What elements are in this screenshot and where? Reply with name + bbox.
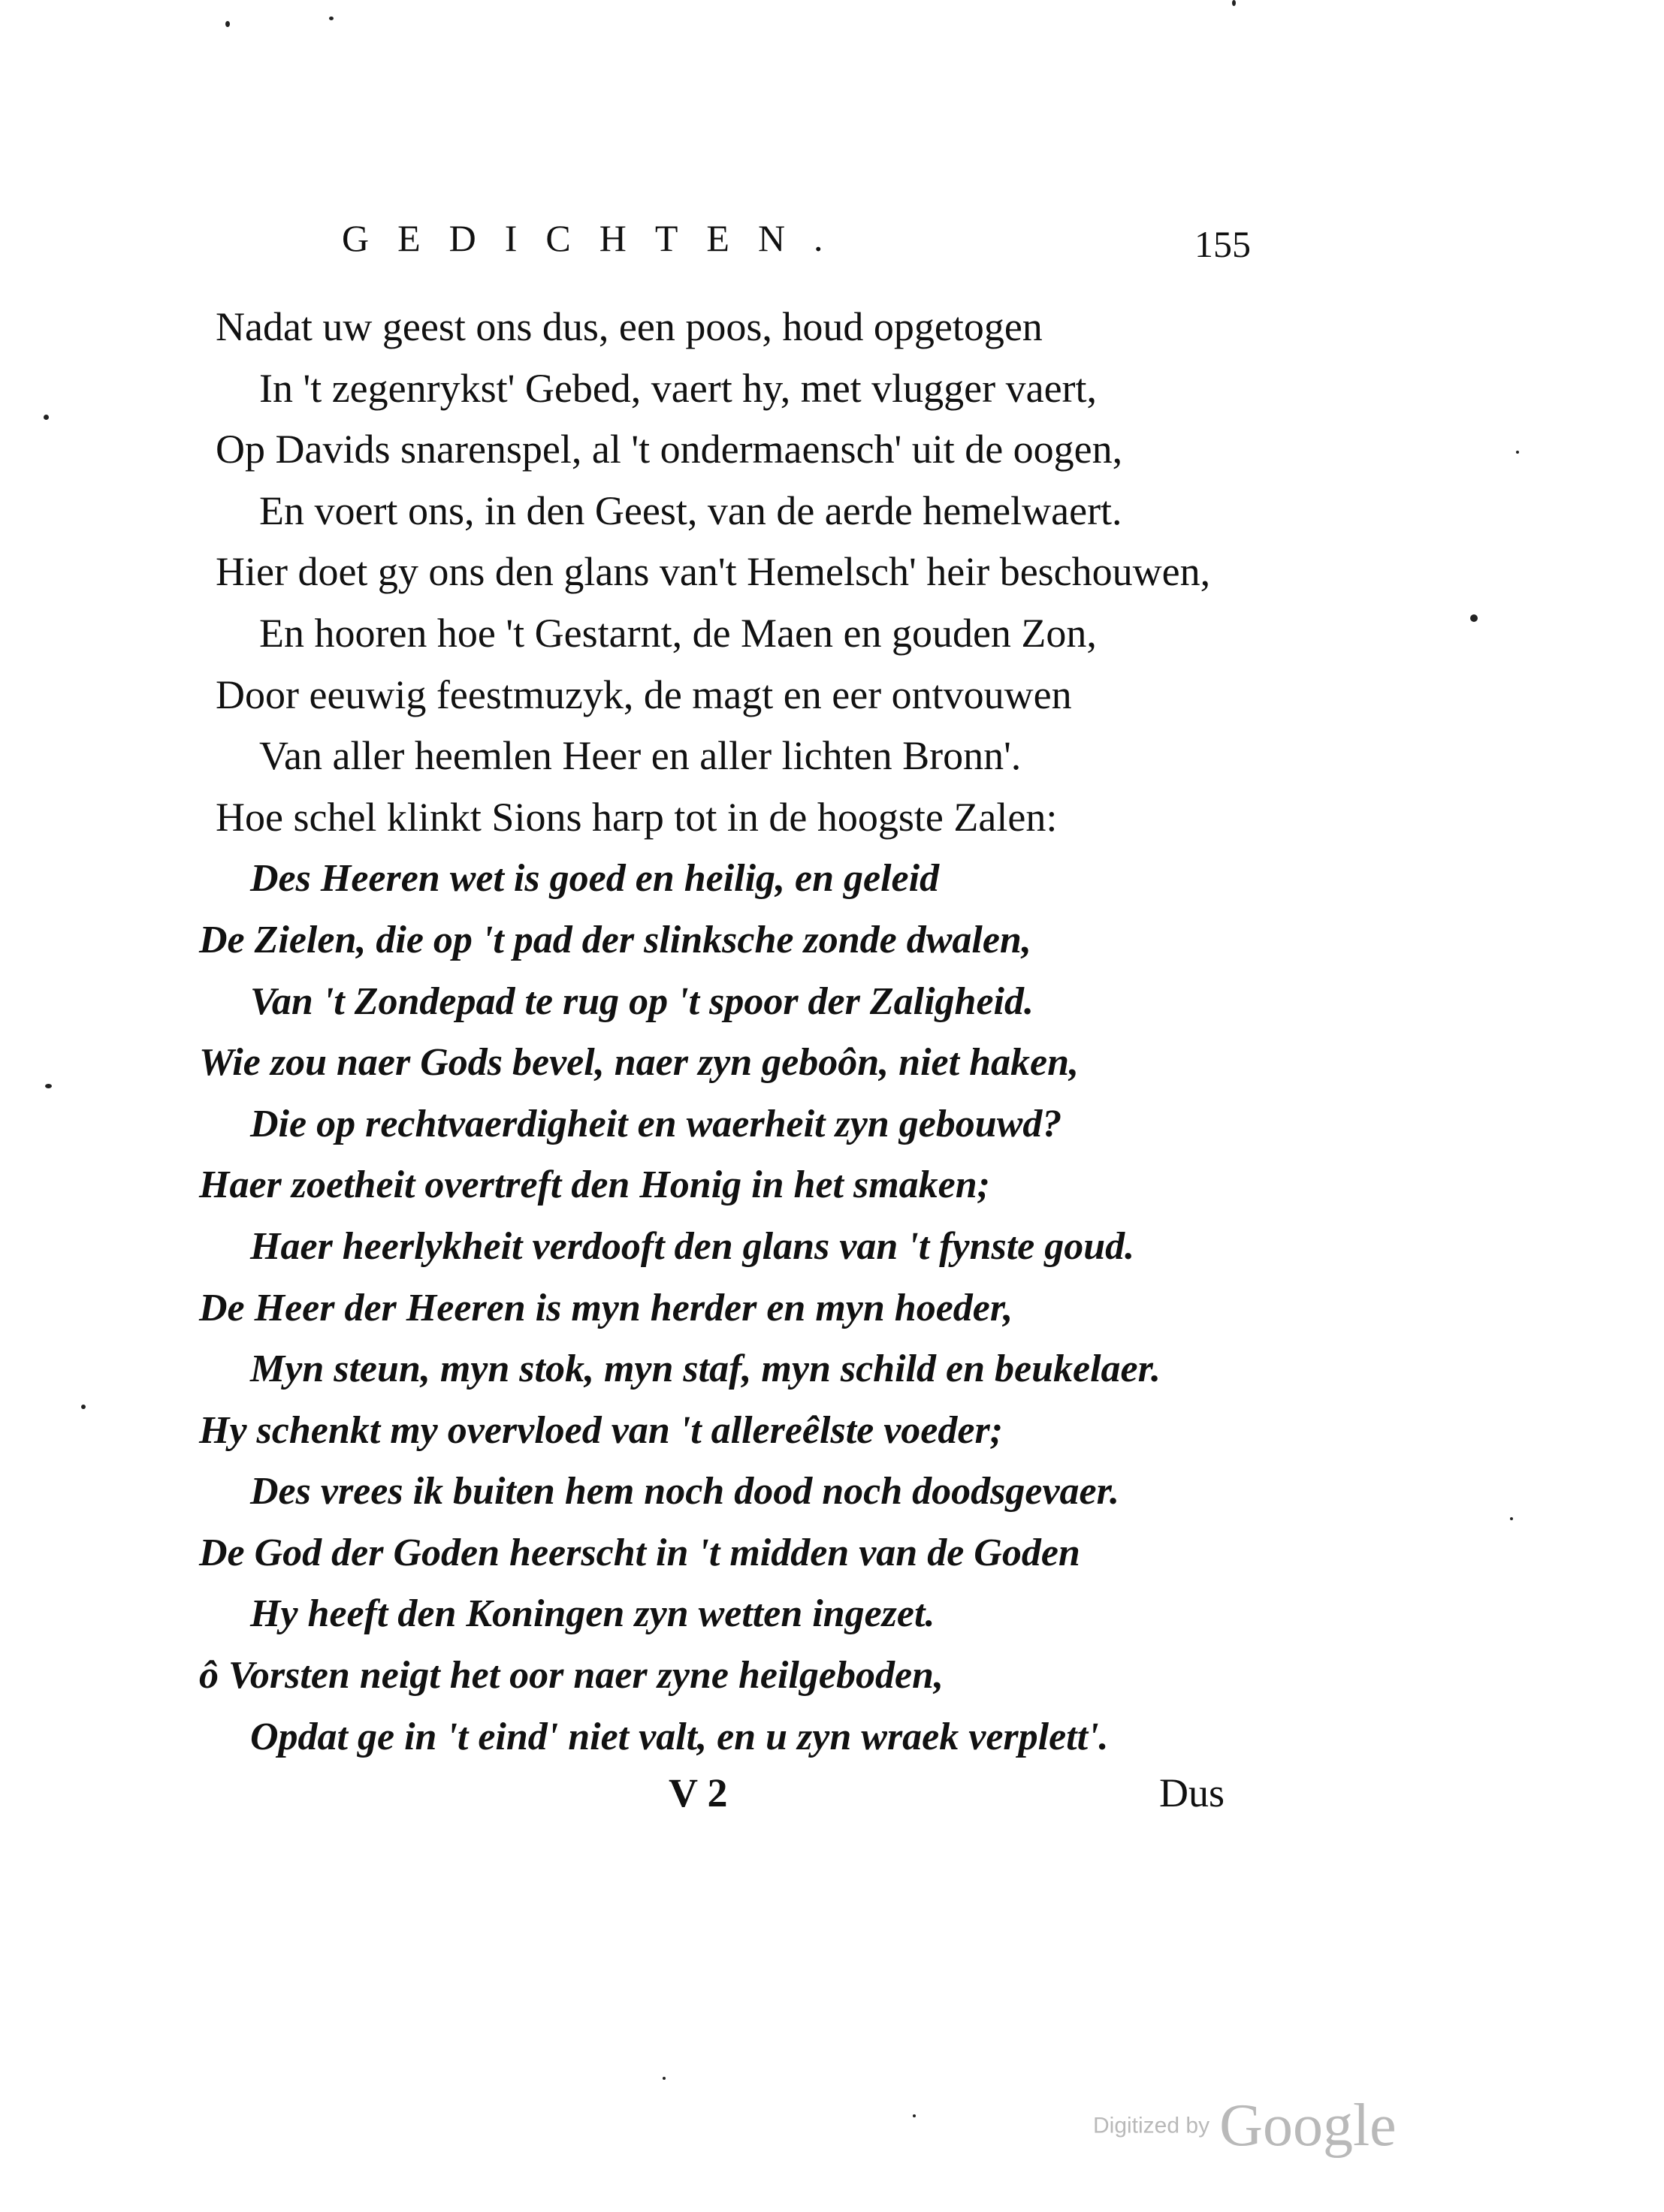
- poem-line: Wie zou naer Gods bevel, naer zyn geboôn, niet haken,: [199, 1041, 1079, 1085]
- scan-speck: [81, 1405, 86, 1409]
- poem-line: En voert ons, in den Geest, van de aerde hemelwaert.: [259, 487, 1122, 533]
- poem-line: De Heer der Heeren is myn herder en myn hoeder,: [199, 1286, 1013, 1329]
- poem-line: Haer heerlykheit verdooft den glans van 't fynste goud.: [250, 1224, 1135, 1268]
- poem-line: Door eeuwig feestmuzyk, de magt en eer ontvouwen: [216, 671, 1072, 717]
- google-logo: Google: [1219, 2093, 1397, 2159]
- poem-line: Van aller heemlen Heer en aller lichten Bronn'.: [259, 733, 1022, 779]
- poem-line: Op Davids snarenspel, al 't ondermaensch' uit de oogen,: [216, 427, 1123, 472]
- poem-line: Van 't Zondepad te rug op 't spoor der Zaligheid.: [250, 979, 1034, 1023]
- poem-line: Haer zoetheit overtreft den Honig in het smaken;: [199, 1163, 990, 1207]
- poem-line: De God der Goden heerscht in 't midden van de Goden: [199, 1531, 1080, 1574]
- page-number: 155: [1194, 223, 1251, 265]
- scan-speck: [663, 2077, 666, 2080]
- poem-line: Opdat ge in 't eind' niet valt, en u zyn wraek verplett'.: [250, 1715, 1109, 1758]
- scan-speck: [45, 1084, 52, 1088]
- catchword: Dus: [1158, 1770, 1225, 1815]
- poem-line: De Zielen, die op 't pad der slinksche zonde dwalen,: [199, 918, 1031, 961]
- scan-speck: [329, 17, 334, 20]
- digitized-by-watermark: [1093, 2092, 1397, 2160]
- poem-line: Des Heeren wet is goed en heilig, en geleid: [250, 857, 940, 901]
- poem-line: En hooren hoe 't Gestarnt, de Maen en gouden Zon,: [259, 610, 1097, 656]
- poem-line: Myn steun, myn stok, myn staf, myn schild en beukelaer.: [250, 1347, 1161, 1391]
- page-footer: [669, 1770, 1225, 1822]
- poem-line: In 't zegenrykst' Gebed, vaert hy, met vlugger vaert,: [259, 365, 1098, 411]
- poem-line: Hoe schel klinkt Sions harp tot in de hoogste Zalen:: [216, 794, 1058, 840]
- scan-speck: [1232, 0, 1236, 6]
- poem-line: Hy heeft den Koningen zyn wetten ingezet.: [250, 1592, 935, 1636]
- poem-line: Nadat uw geest ons dus, een poos, houd opgetogen: [216, 304, 1043, 349]
- scan-speck: [225, 21, 230, 27]
- scan-speck: [1470, 614, 1478, 622]
- poem-line: Hier doet gy ons den glans van't Hemelsch' heir beschouwen,: [216, 549, 1211, 595]
- running-head: GEDICHTEN.: [342, 217, 852, 259]
- scan-speck: [913, 2114, 916, 2117]
- digitized-by-label: Digitized by: [1093, 2113, 1210, 2138]
- scan-speck: [1516, 451, 1519, 454]
- poem-line: Hy schenkt my overvloed van 't allereêlste voeder;: [199, 1408, 1004, 1452]
- scan-speck: [1510, 1517, 1513, 1520]
- page-header: [342, 216, 1258, 276]
- poem-line: ô Vorsten neigt het oor naer zyne heilgeboden,: [199, 1654, 944, 1697]
- scan-speck: [44, 415, 49, 420]
- poem-text: [199, 297, 1266, 1767]
- signature-mark: V 2: [669, 1770, 728, 1815]
- poem-line: Des vrees ik buiten hem noch dood noch doodsgevaer.: [250, 1470, 1119, 1513]
- poem-line: Die op rechtvaerdigheit en waerheit zyn gebouwd?: [250, 1102, 1062, 1145]
